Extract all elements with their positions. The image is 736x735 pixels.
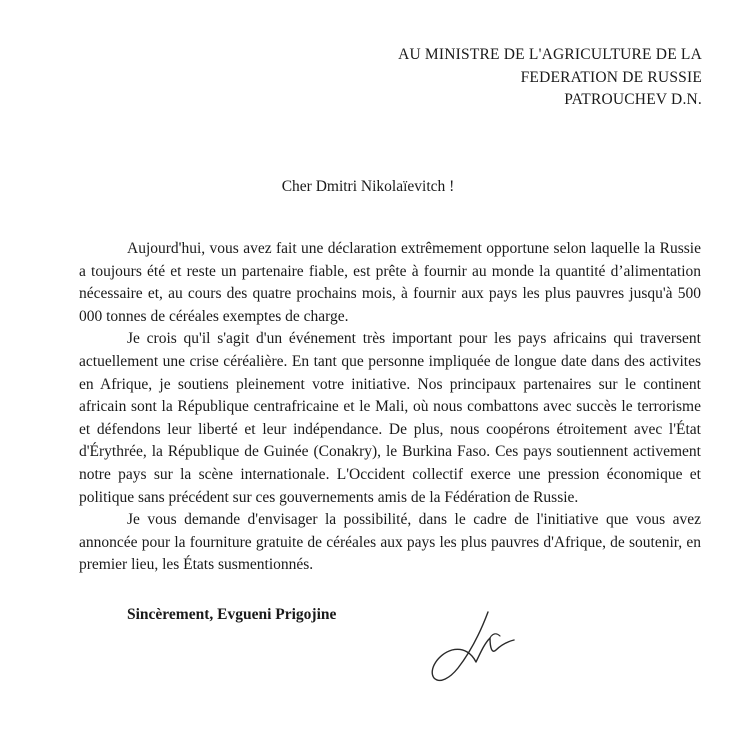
recipient-block: [398, 44, 702, 112]
greeting: Cher Dmitri Nikolaïevitch !: [281, 178, 455, 195]
paragraph-3: Je vous demande d'envisager la possibilité, dans le cadre de l'initiative que vous avez annoncée pour la fourniture gratuite de céréales aux pays les plus pauvres d'Afrique, de soutenir, en premier lieu, les États susmentionnés.: [79, 511, 701, 574]
paragraph-2: Je crois qu'il s'agit d'un événement très important pour les pays africains qui traversent actuellement une crise céréalière. En tant que personne impliquée de longue date dans des activites en Afrique, je soutiens pleinement votre initiative. Nos principaux partenaires sur le continent africain sont la République centrafricaine et le Mali, où nous combattons avec succès le terrorisme et défendons leur liberté et leur indépendance. De plus, nous coopérons étroitement avec l'État d'Érythrée, la République de Guinée (Conakry), le Burkina Faso. Ces pays soutiennent activement notre pays sur la scène internationale. L'Occident collectif exerce une pression économique et politique sans précédent sur ces gouvernements amis de la Fédération de Russie.: [79, 330, 701, 506]
recipient-line-1: AU MINISTRE DE L'AGRICULTURE DE LA: [398, 46, 702, 63]
paragraph-1: Aujourd'hui, vous avez fait une déclaration extrêmement opportune selon laquelle la Russie a toujours été et reste un partenaire fiable, est prête à fournir au monde la quantité d’alimentation nécessaire et, au cours des quatre prochains mois, à fournir aux pays les plus pauvres jusqu'à 500 000 tonnes de céréales exemptes de charge.: [79, 240, 701, 325]
recipient-line-3: PATROUCHEV D.N.: [564, 91, 702, 108]
recipient-line-2: FEDERATION DE RUSSIE: [520, 68, 702, 86]
handwritten-signature: [420, 598, 530, 694]
letter-body: [79, 238, 701, 577]
closing-signoff: Sincèrement, Evgueni Prigojine: [127, 606, 337, 623]
